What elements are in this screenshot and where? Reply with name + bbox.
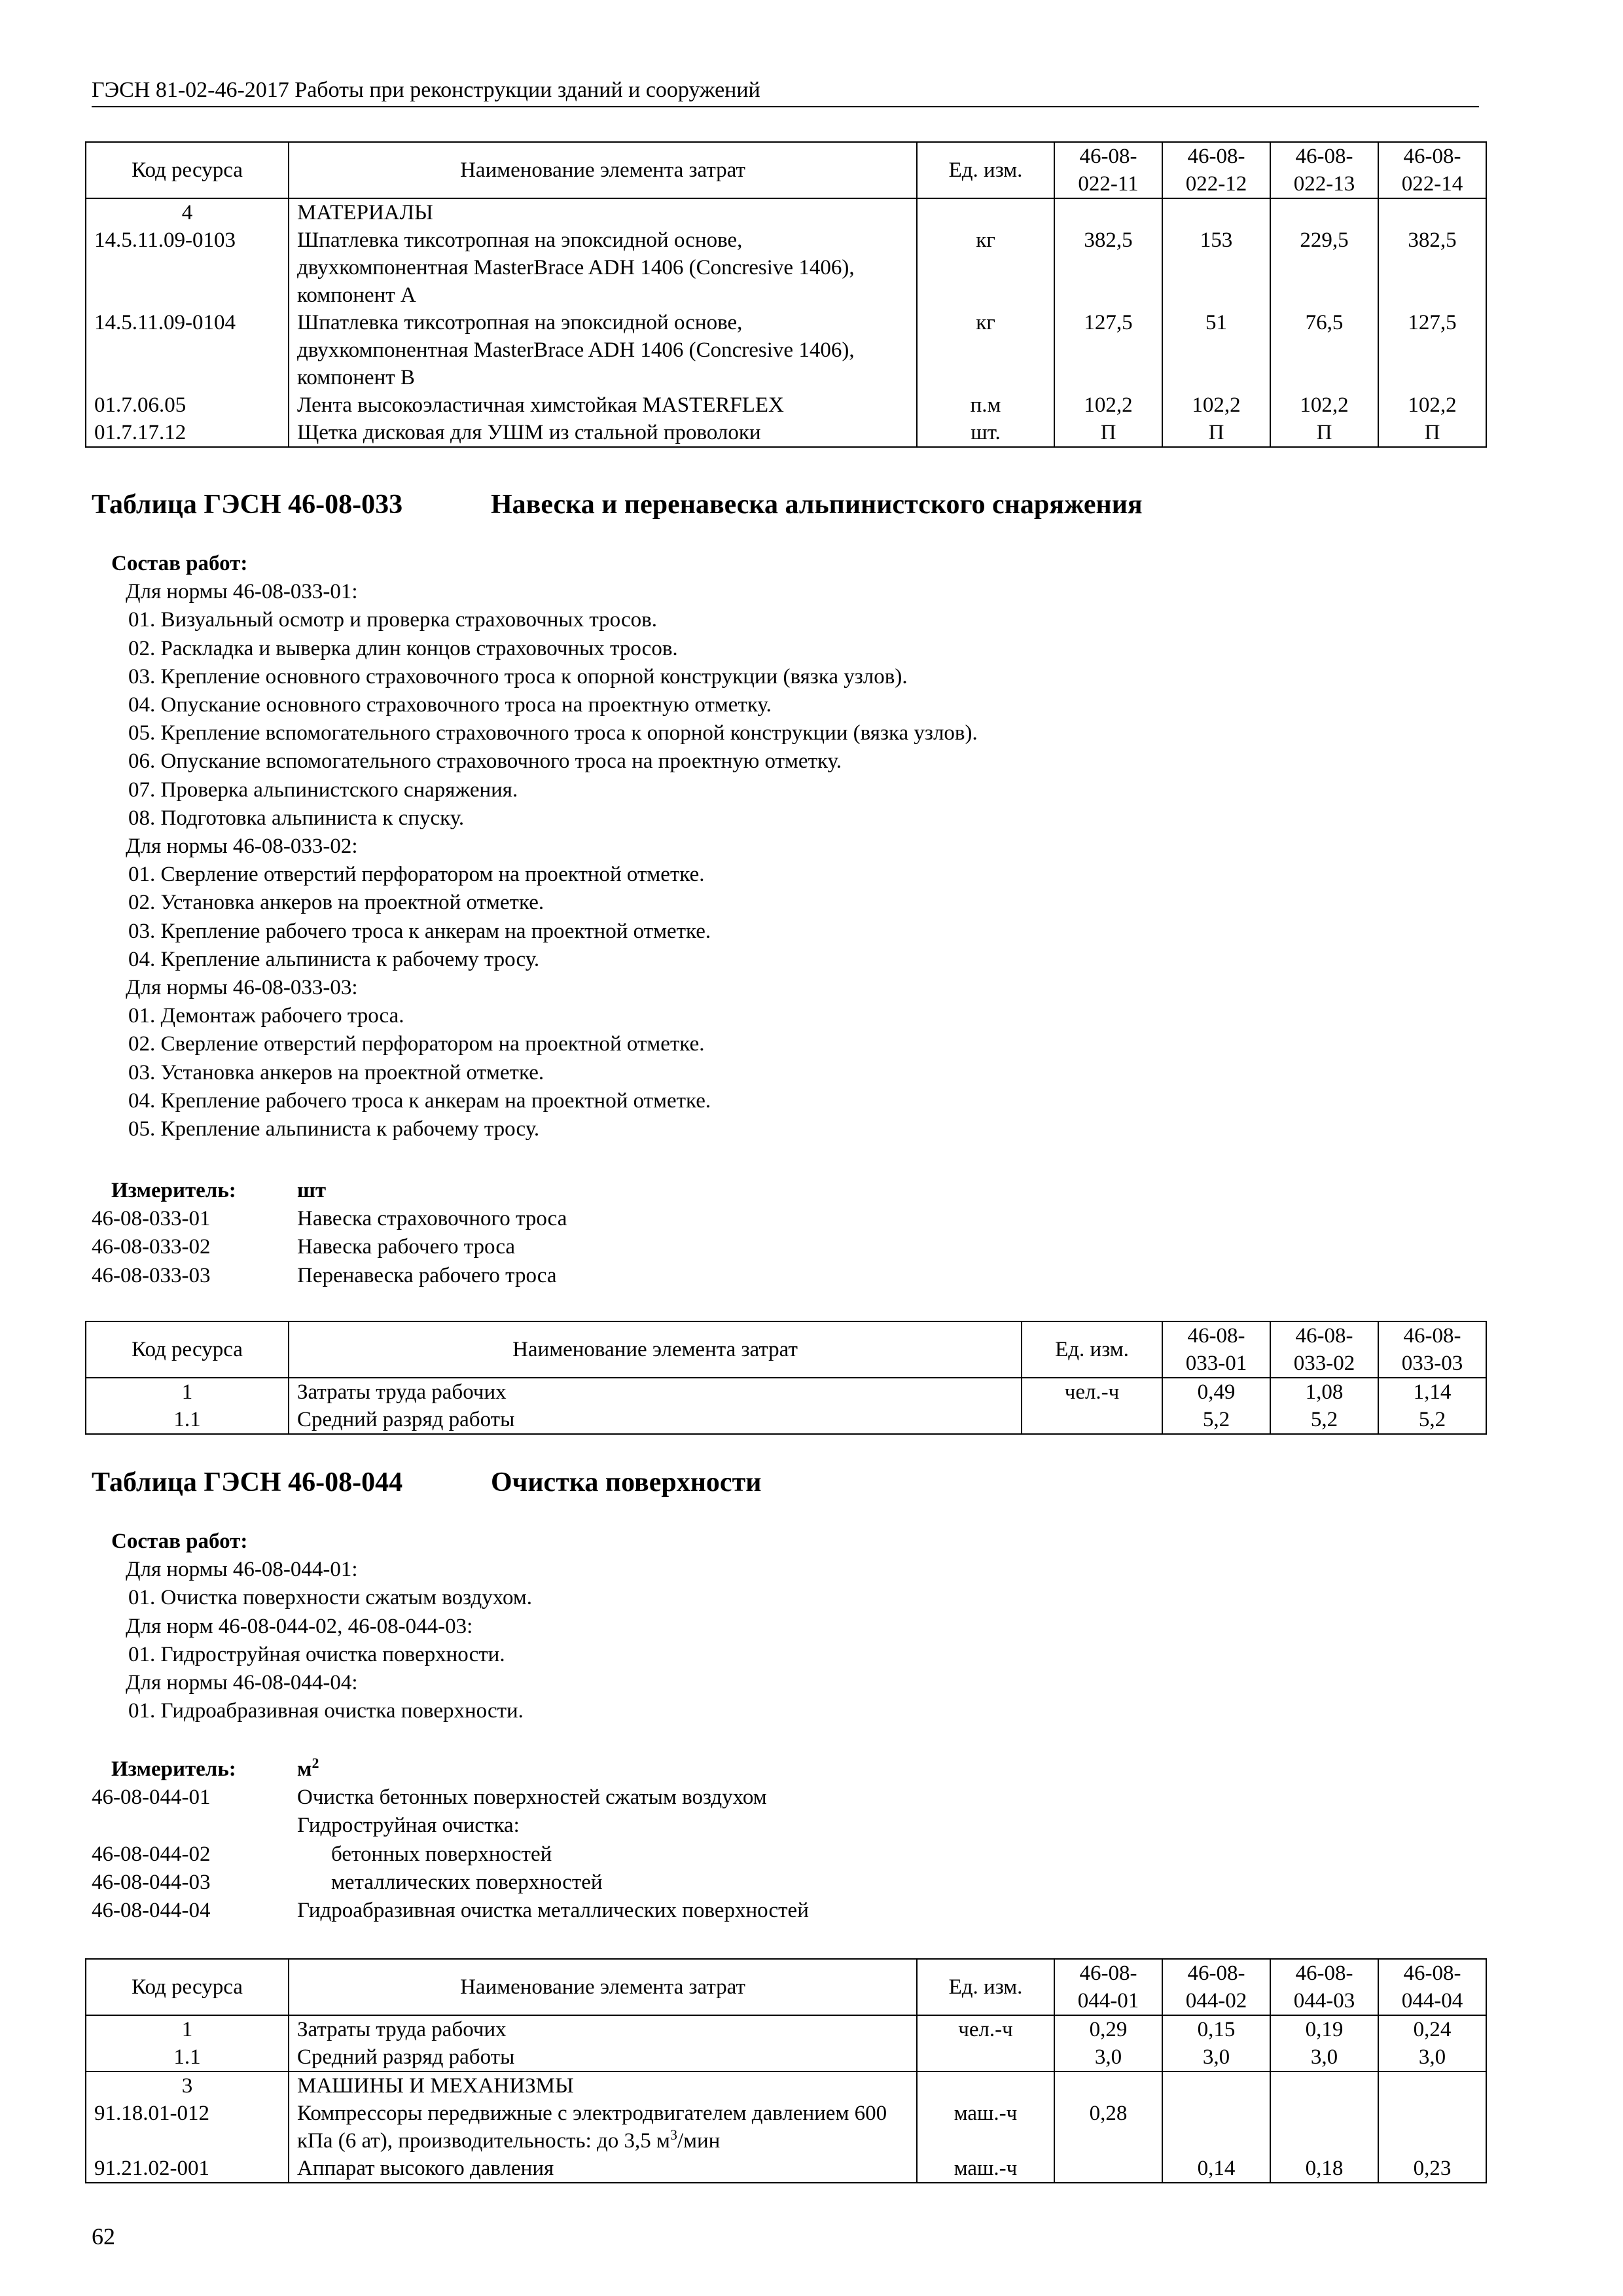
- value: 3,0: [1162, 2043, 1270, 2072]
- col-header: 46-08- 033-03: [1378, 1321, 1486, 1378]
- value: П: [1270, 419, 1378, 447]
- section-code: 4: [86, 198, 289, 226]
- resource-name: Шпатлевка тиксотропная на эпоксидной основе, двухкомпонентная MasterBrace ADH 1406 (Concresive 1406), компонент А: [289, 226, 917, 309]
- work-item: 08. Подготовка альпиниста к спуску.: [128, 806, 465, 830]
- measure-text: Гидроструйная очистка:: [297, 1814, 520, 1838]
- measures-033: [92, 1177, 567, 1290]
- measure-code: 46-08-033-02: [92, 1235, 211, 1259]
- col-header: 46-08- 022-11: [1054, 142, 1162, 198]
- work-label: Состав работ:: [111, 552, 248, 575]
- work-item: 02. Установка анкеров на проектной отметке.: [128, 891, 544, 915]
- value: 0,28: [1054, 2100, 1162, 2155]
- value: 51: [1162, 309, 1270, 391]
- work-composition-033: [92, 550, 978, 1143]
- value: [1054, 2155, 1162, 2183]
- value: П: [1162, 419, 1270, 447]
- resource-code: 1.1: [86, 1406, 289, 1434]
- col-header: 46-08- 033-01: [1162, 1321, 1270, 1378]
- value: 382,5: [1378, 226, 1486, 309]
- work-item: 02. Раскладка и выверка длин концов страховочных тросов.: [128, 636, 678, 660]
- value: 102,2: [1270, 391, 1378, 419]
- unit: кг: [917, 309, 1054, 391]
- measure-text: Гидроабразивная очистка металлических поверхностей: [297, 1899, 809, 1923]
- col-header: 46-08- 044-02: [1162, 1959, 1270, 2015]
- col-header: Ед. изм.: [917, 142, 1054, 198]
- resources-table-044: [85, 1958, 1487, 2183]
- value: 153: [1162, 226, 1270, 309]
- norm-head: Для норм 46-08-044-02, 46-08-044-03:: [126, 1614, 473, 1638]
- resource-name: Средний разряд работы: [289, 2043, 917, 2072]
- col-header: Ед. изм.: [917, 1959, 1054, 2015]
- section-row: [86, 2072, 1486, 2100]
- table-row: [86, 226, 1486, 309]
- table-title: Навеска и перенавеска альпинистского снаряжения: [491, 490, 1143, 520]
- value: 1,08: [1270, 1378, 1378, 1406]
- measure-row: [92, 1897, 809, 1925]
- col-header: Код ресурса: [86, 142, 289, 198]
- work-item: 07. Проверка альпинистского снаряжения.: [128, 778, 518, 802]
- col-header: Наименование элемента затрат: [289, 142, 917, 198]
- value: 127,5: [1054, 309, 1162, 391]
- section-code: 3: [86, 2072, 289, 2100]
- unit: [917, 2043, 1054, 2072]
- section-name: МАШИНЫ И МЕХАНИЗМЫ: [289, 2072, 917, 2100]
- norm-head: Для нормы 46-08-033-03:: [126, 976, 358, 1000]
- measure-code: 46-08-044-01: [92, 1785, 211, 1810]
- resource-name: Компрессоры передвижные с электродвигателем давлением 600 кПа (6 ат), производительность: до 3,5 $м^3$/мин: [289, 2100, 917, 2155]
- work-item: 04. Опускание основного страховочного троса на проектную отметку.: [128, 693, 772, 717]
- measure-text: бетонных поверхностей: [331, 1842, 552, 1866]
- resource-name: Шпатлевка тиксотропная на эпоксидной основе, двухкомпонентная MasterBrace ADH 1406 (Concresive 1406), компонент В: [289, 309, 917, 391]
- resource-code: 1: [86, 2015, 289, 2043]
- col-header: Наименование элемента затрат: [289, 1321, 1022, 1378]
- col-header: Код ресурса: [86, 1321, 289, 1378]
- col-header: 46-08- 022-13: [1270, 142, 1378, 198]
- measure-row: [92, 1205, 567, 1233]
- table-header-row: [86, 142, 1486, 198]
- work-composition-044: [92, 1528, 532, 1725]
- value: 0,49: [1162, 1378, 1270, 1406]
- col-header: 46-08- 022-12: [1162, 142, 1270, 198]
- work-item: 01. Демонтаж рабочего троса.: [128, 1004, 404, 1028]
- value: 0,15: [1162, 2015, 1270, 2043]
- measure-text: Навеска рабочего троса: [297, 1235, 516, 1259]
- col-header: 46-08- 044-01: [1054, 1959, 1162, 2015]
- work-item: 04. Крепление альпиниста к рабочему тросу.: [128, 947, 540, 971]
- unit: маш.-ч: [917, 2100, 1054, 2155]
- value: 0,19: [1270, 2015, 1378, 2043]
- unit: чел.-ч: [917, 2015, 1054, 2043]
- table-row: [86, 391, 1486, 419]
- measure-row: [92, 1812, 809, 1840]
- value: 5,2: [1270, 1406, 1378, 1434]
- work-item: 01. Очистка поверхности сжатым воздухом.: [128, 1586, 533, 1610]
- value: 5,2: [1378, 1406, 1486, 1434]
- unit: кг: [917, 226, 1054, 309]
- measure-code: 46-08-044-02: [92, 1842, 211, 1866]
- measure-code: 46-08-044-04: [92, 1899, 211, 1923]
- labor-table-033: [85, 1321, 1487, 1435]
- page-number: 62: [92, 2223, 115, 2250]
- value: П: [1378, 419, 1486, 447]
- table-number: Таблица ГЭСН 46-08-033: [92, 490, 403, 520]
- table-row: [86, 2100, 1486, 2155]
- value: 3,0: [1378, 2043, 1486, 2072]
- measure-label: Измеритель:: [111, 1757, 236, 1781]
- norm-head: Для нормы 46-08-033-02:: [126, 834, 358, 859]
- table-row: [86, 1378, 1486, 1406]
- materials-table: [85, 141, 1487, 448]
- section-name: МАТЕРИАЛЫ: [289, 198, 917, 226]
- measure-code: [92, 1812, 297, 1840]
- unit: маш.-ч: [917, 2155, 1054, 2183]
- table-row: [86, 2155, 1486, 2183]
- measure-text: металлических поверхностей: [331, 1870, 603, 1894]
- section-row: [86, 198, 1486, 226]
- col-header: Наименование элемента затрат: [289, 1959, 917, 2015]
- value: 0,18: [1270, 2155, 1378, 2183]
- measure-code: 46-08-044-03: [92, 1870, 211, 1894]
- col-header: 46-08- 033-02: [1270, 1321, 1378, 1378]
- col-header: 46-08- 022-14: [1378, 142, 1486, 198]
- col-header: Ед. изм.: [1022, 1321, 1162, 1378]
- measure-row: [92, 1840, 809, 1869]
- measure-text: Навеска страховочного троса: [297, 1207, 567, 1231]
- work-item: 02. Сверление отверстий перфоратором на проектной отметке.: [128, 1032, 705, 1056]
- value: 0,23: [1378, 2155, 1486, 2183]
- table-header-row: [86, 1321, 1486, 1378]
- value: [1378, 2100, 1486, 2155]
- resource-code: 01.7.06.05: [86, 391, 289, 419]
- value: 229,5: [1270, 226, 1378, 309]
- measure-code: 46-08-033-03: [92, 1263, 211, 1287]
- col-header: 46-08- 044-04: [1378, 1959, 1486, 2015]
- measure-unit: шт: [297, 1179, 327, 1202]
- value: 5,2: [1162, 1406, 1270, 1434]
- work-item: 04. Крепление рабочего троса к анкерам на проектной отметке.: [128, 1088, 711, 1113]
- work-item: 01. Гидроабразивная очистка поверхности.: [128, 1699, 524, 1723]
- value: 102,2: [1162, 391, 1270, 419]
- value: [1270, 2100, 1378, 2155]
- value: 3,0: [1270, 2043, 1378, 2072]
- work-item: 05. Крепление альпиниста к рабочему тросу.: [128, 1117, 540, 1141]
- value: 1,14: [1378, 1378, 1486, 1406]
- resource-name: Щетка дисковая для УШМ из стальной проволоки: [289, 419, 917, 447]
- measure-row: [92, 1869, 809, 1897]
- value: 382,5: [1054, 226, 1162, 309]
- resource-name: Аппарат высокого давления: [289, 2155, 917, 2183]
- measures-044: [92, 1755, 809, 1925]
- value: 0,29: [1054, 2015, 1162, 2043]
- col-header: 46-08- 044-03: [1270, 1959, 1378, 2015]
- table-row: [86, 1406, 1486, 1434]
- table-row: [86, 419, 1486, 447]
- resource-name: Затраты труда рабочих: [289, 1378, 1022, 1406]
- work-item: 01. Визуальный осмотр и проверка страховочных тросов.: [128, 608, 657, 632]
- resource-code: 14.5.11.09-0103: [86, 226, 289, 309]
- resource-code: 1: [86, 1378, 289, 1406]
- value: 3,0: [1054, 2043, 1162, 2072]
- resource-code: 91.21.02-001: [86, 2155, 289, 2183]
- norm-head: Для нормы 46-08-044-01:: [126, 1558, 358, 1582]
- resource-name: Лента высокоэластичная химстойкая MASTERFLEX: [289, 391, 917, 419]
- measure-code: 46-08-033-01: [92, 1207, 211, 1231]
- table-row: [86, 309, 1486, 391]
- running-header: ГЭСН 81-02-46-2017 Работы при реконструкции зданий и сооружений: [92, 77, 1479, 107]
- value: 0,14: [1162, 2155, 1270, 2183]
- col-header: Код ресурса: [86, 1959, 289, 2015]
- norm-head: Для нормы 46-08-033-01:: [126, 580, 358, 604]
- work-item: 01. Сверление отверстий перфоратором на проектной отметке.: [128, 863, 705, 887]
- work-item: 03. Крепление рабочего троса к анкерам на проектной отметке.: [128, 919, 711, 943]
- work-item: 03. Крепление основного страховочного троса к опорной конструкции (вязка узлов).: [128, 664, 908, 689]
- work-item: 01. Гидроструйная очистка поверхности.: [128, 1642, 505, 1666]
- table-row: [86, 2043, 1486, 2072]
- table-title-033: [92, 488, 1143, 521]
- table-row: [86, 2015, 1486, 2043]
- work-label: Состав работ:: [111, 1530, 248, 1553]
- measure-row: [92, 1262, 567, 1290]
- table-number: Таблица ГЭСН 46-08-044: [92, 1467, 403, 1498]
- resource-code: 91.18.01-012: [86, 2100, 289, 2155]
- measure-text: Очистка бетонных поверхностей сжатым воздухом: [297, 1785, 767, 1810]
- value: 0,24: [1378, 2015, 1486, 2043]
- value: 76,5: [1270, 309, 1378, 391]
- table-title-044: [92, 1466, 761, 1499]
- unit: чел.-ч: [1022, 1378, 1162, 1406]
- norm-head: Для нормы 46-08-044-04:: [126, 1671, 358, 1695]
- value: 102,2: [1054, 391, 1162, 419]
- measure-unit: $м^2$: [297, 1755, 319, 1781]
- measure-row: [92, 1233, 567, 1261]
- resource-name: Средний разряд работы: [289, 1406, 1022, 1434]
- resource-name: Затраты труда рабочих: [289, 2015, 917, 2043]
- value: [1162, 2100, 1270, 2155]
- measure-row: [92, 1784, 809, 1812]
- work-item: 03. Установка анкеров на проектной отметке.: [128, 1060, 544, 1085]
- value: 102,2: [1378, 391, 1486, 419]
- table-title: Очистка поверхности: [491, 1467, 762, 1498]
- resource-code: 01.7.17.12: [86, 419, 289, 447]
- unit: п.м: [917, 391, 1054, 419]
- resource-code: 14.5.11.09-0104: [86, 309, 289, 391]
- unit: [1022, 1406, 1162, 1434]
- value: П: [1054, 419, 1162, 447]
- work-item: 06. Опускание вспомогательного страховочного троса на проектную отметку.: [128, 749, 842, 774]
- value: 127,5: [1378, 309, 1486, 391]
- resource-code: 1.1: [86, 2043, 289, 2072]
- unit: шт.: [917, 419, 1054, 447]
- work-item: 05. Крепление вспомогательного страховочного троса к опорной конструкции (вязка узлов).: [128, 721, 978, 745]
- measure-text: Перенавеска рабочего троса: [297, 1263, 557, 1287]
- table-header-row: [86, 1959, 1486, 2015]
- measure-label: Измеритель:: [111, 1179, 236, 1202]
